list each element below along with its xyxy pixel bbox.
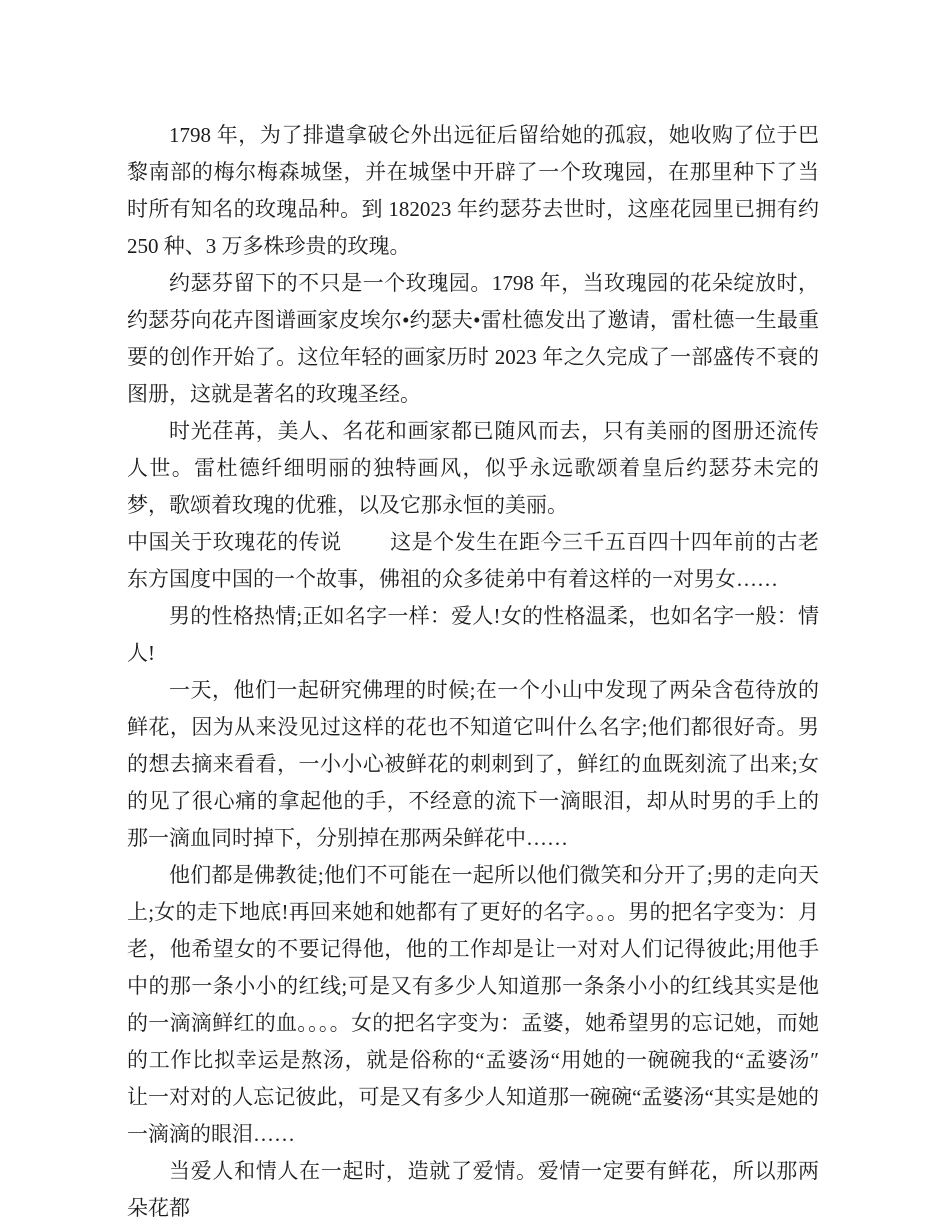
paragraph-love-and-flowers: 当爱人和情人在一起时，造就了爱情。爱情一定要有鲜花，所以那两朵花都: [127, 1159, 819, 1220]
paragraph-rose-garden-purchase: 1798 年，为了排遣拿破仑外出远征后留给她的孤寂，她收购了位于巴黎南部的梅尔梅森城堡，并在城堡中开辟了一个玫瑰园，在那里种下了当时所有知名的玫瑰品种。到 182023 年约瑟芬去世时，这座花园里已拥有约 250 种、3 万多株珍贵的玫瑰。: [127, 123, 819, 258]
paragraph-time-passes: 时光荏苒，美人、名花和画家都已随风而去，只有美丽的图册还流传人世。雷杜德纤细明丽的独特画风，似乎永远歌颂着皇后约瑟芬未完的梦，歌颂着玫瑰的优雅，以及它那永恒的美丽。: [127, 419, 819, 517]
paragraph-lover-personalities: 男的性格热情;正如名字一样：爱人!女的性格温柔，也如名字一般：情人!: [127, 604, 819, 665]
paragraph-redoute-invitation: 约瑟芬留下的不只是一个玫瑰园。1798 年，当玫瑰园的花朵绽放时，约瑟芬向花卉图谱画家皮埃尔•约瑟夫•雷杜德发出了邀请，雷杜德一生最重要的创作开始了。这位年轻的画家历时 2023 年之久完成了一部盛传不衰的图册，这就是著名的玫瑰圣经。: [127, 271, 819, 406]
paragraph-china-rose-legend-intro: 中国关于玫瑰花的传说 这是个发生在距今三千五百四十四年前的古老东方国度中国的一个故事，佛祖的众多徒弟中有着这样的一对男女……: [127, 530, 819, 591]
paragraph-yuelao-mengpo: 他们都是佛教徒;他们不可能在一起所以他们微笑和分开了;男的走向天上;女的走下地底!再回来她和她都有了更好的名字。。。男的把名字变为：月老，他希望女的不要记得他，他的工作却是让一对对人们记得彼此;用他手中的那一条小小的红线;可是又有多少人知道那一条条小小的红线其实是他的一滴滴鲜红的血。。。。女的把名字变为：孟婆，她希望男的忘记她，而她的工作比拟幸运是熬汤，就是俗称的“孟婆汤“用她的一碗碗我的“孟婆汤″ 让一对对的人忘记彼此，可是又有多少人知道那一碗碗“孟婆汤“其实是她的一滴滴的眼泪……: [127, 863, 819, 1146]
document-text-block: [127, 117, 819, 1227]
paragraph-flower-discovery: 一天，他们一起研究佛理的时候;在一个小山中发现了两朵含苞待放的鲜花，因为从来没见过这样的花也不知道它叫什么名字;他们都很好奇。男的想去摘来看看，一小小心被鲜花的刺刺到了，鲜红的血既刻流了出来;女的见了很心痛的拿起他的手，不经意的流下一滴眼泪，却从时男的手上的那一滴血同时掉下，分别掉在那两朵鲜花中……: [127, 678, 819, 850]
